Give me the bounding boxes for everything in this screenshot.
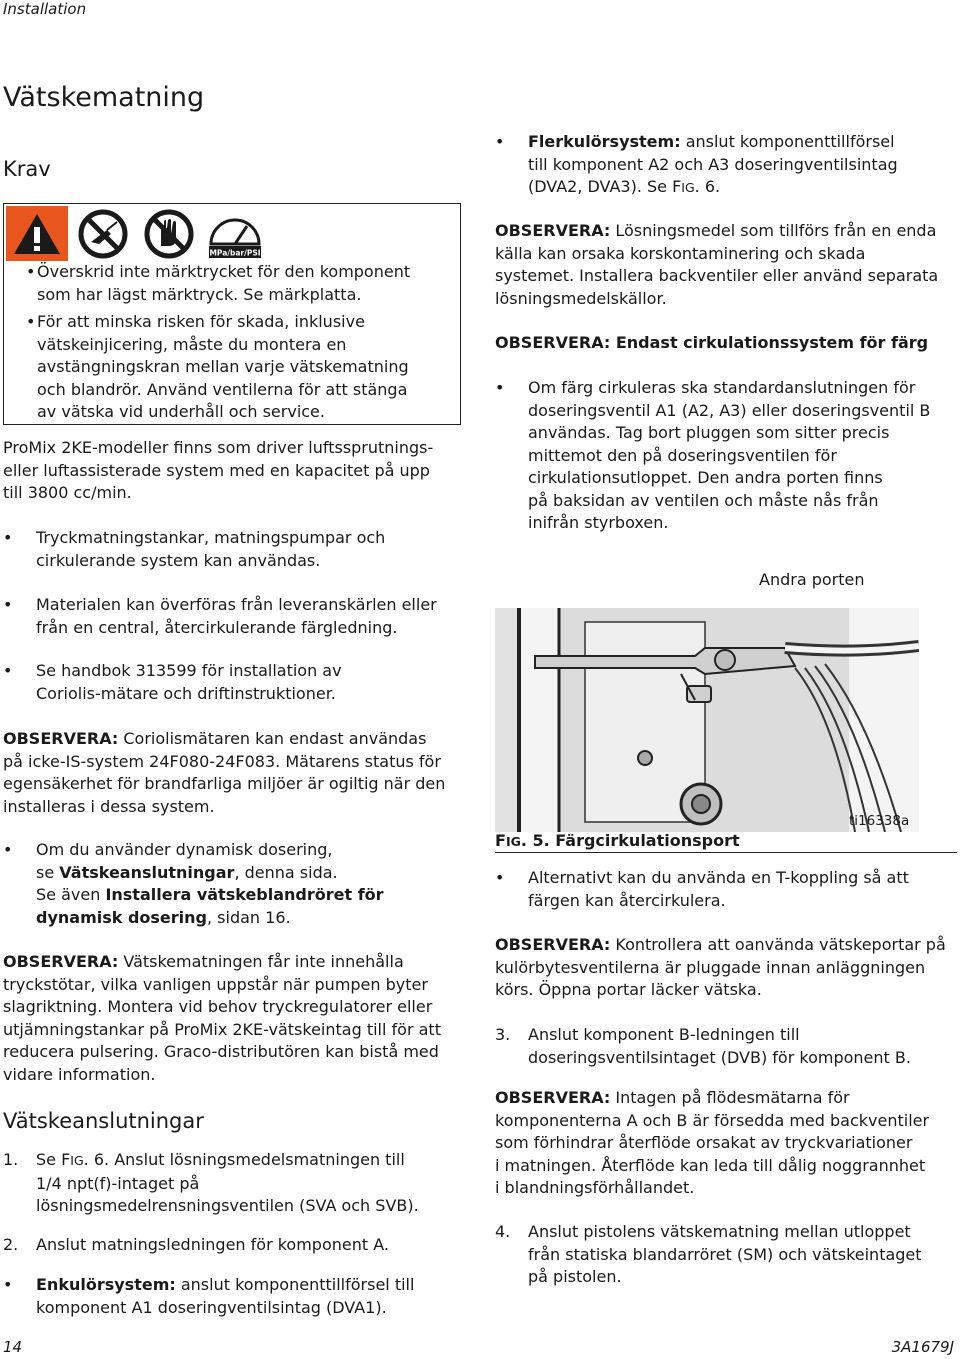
figure-id: ti16338a — [849, 813, 910, 829]
no-hand-icon — [138, 206, 200, 261]
figure-caption: FIG. 5. Färgcirkulationsport — [495, 831, 740, 850]
link-installera[interactable]: Installera vätskeblandröret för — [105, 885, 384, 904]
link-dynamisk-dosering[interactable]: dynamisk dosering — [36, 907, 207, 927]
heading-vatskeanslutningar: Vätskeanslutningar — [3, 1109, 204, 1133]
section-header: Installation — [3, 0, 87, 18]
intro-paragraph: ProMix 2KE-modeller finns som driver luftssprutnings- eller luftassisterade system med en kapacitet på upp till 3800 cc/min. — [3, 438, 434, 502]
warning-icons — [6, 206, 270, 261]
figure-rule — [495, 852, 957, 853]
note-ports: OBSERVERA: Kontrollera att oanvända vätskeportar på kulörbytesventilerna är pluggade innan anläggningen körs. Öppna portar läcker vätska. — [495, 935, 946, 999]
note-coriolis: OBSERVERA: Coriolismätaren kan endast användas på icke-IS-system 24F080-24F083. Mätarens status för egensäkerhet för brandfarliga miljöer är ogiltig när den installeras i dessa system. — [3, 729, 446, 816]
no-injection-icon — [72, 206, 134, 261]
link-vatskeanslutningar[interactable]: Vätskeanslutningar — [59, 862, 235, 882]
pressure-gauge-icon — [204, 206, 266, 261]
document-id: 3A1679J — [891, 1338, 954, 1356]
page-title: Vätskematning — [3, 82, 205, 113]
warning-triangle-icon — [6, 206, 68, 261]
heading-krav: Krav — [3, 157, 51, 181]
note-backflow: OBSERVERA: Intagen på flödesmätarna för komponenterna A och B är försedda med backventiler som förhindrar återflöde orsakat av tryckvariationer i matningen. Återflöde kan leda till dålig noggrannhet i blandningsförhållandet. — [495, 1088, 930, 1197]
note-solvent: OBSERVERA: Lösningsmedel som tillförs från en enda källa kan orsaka korskontaminering och skada systemet. Installera backventiler eller använd separata lösningsmedelskällor. — [495, 221, 939, 308]
pressure-icon-text: MPa/bar/PSI — [209, 248, 261, 257]
warning-box: MPa/bar/PSI • Överskrid inte märktrycket för den komponent som har lägst märktryck. Se märkplatta. • För att minska risken för skada, inklusive vätskeinjicering, måste du montera en avstängningskran mellan varje vätskematning och blandrör. Använd ventilerna för att stänga av vätska vid underhåll och service. — [3, 203, 461, 425]
note-pulsation: OBSERVERA: Vätskematningen får inte innehålla tryckstötar, vilka vanligen uppstår när pumpen byter slagriktning. Montera vid behov tryckregulatorer eller utjämningstankar på ProMix 2KE-vätskeintag till för att reducera pulsering. Graco-distributören kan bistå med vidare information. — [3, 952, 441, 1084]
figure-photo — [495, 608, 919, 832]
note-circulation: OBSERVERA: Endast cirkulationssystem för färg — [495, 333, 929, 352]
page-number: 14 — [3, 1338, 23, 1356]
figure-callout: Andra porten — [759, 570, 865, 589]
